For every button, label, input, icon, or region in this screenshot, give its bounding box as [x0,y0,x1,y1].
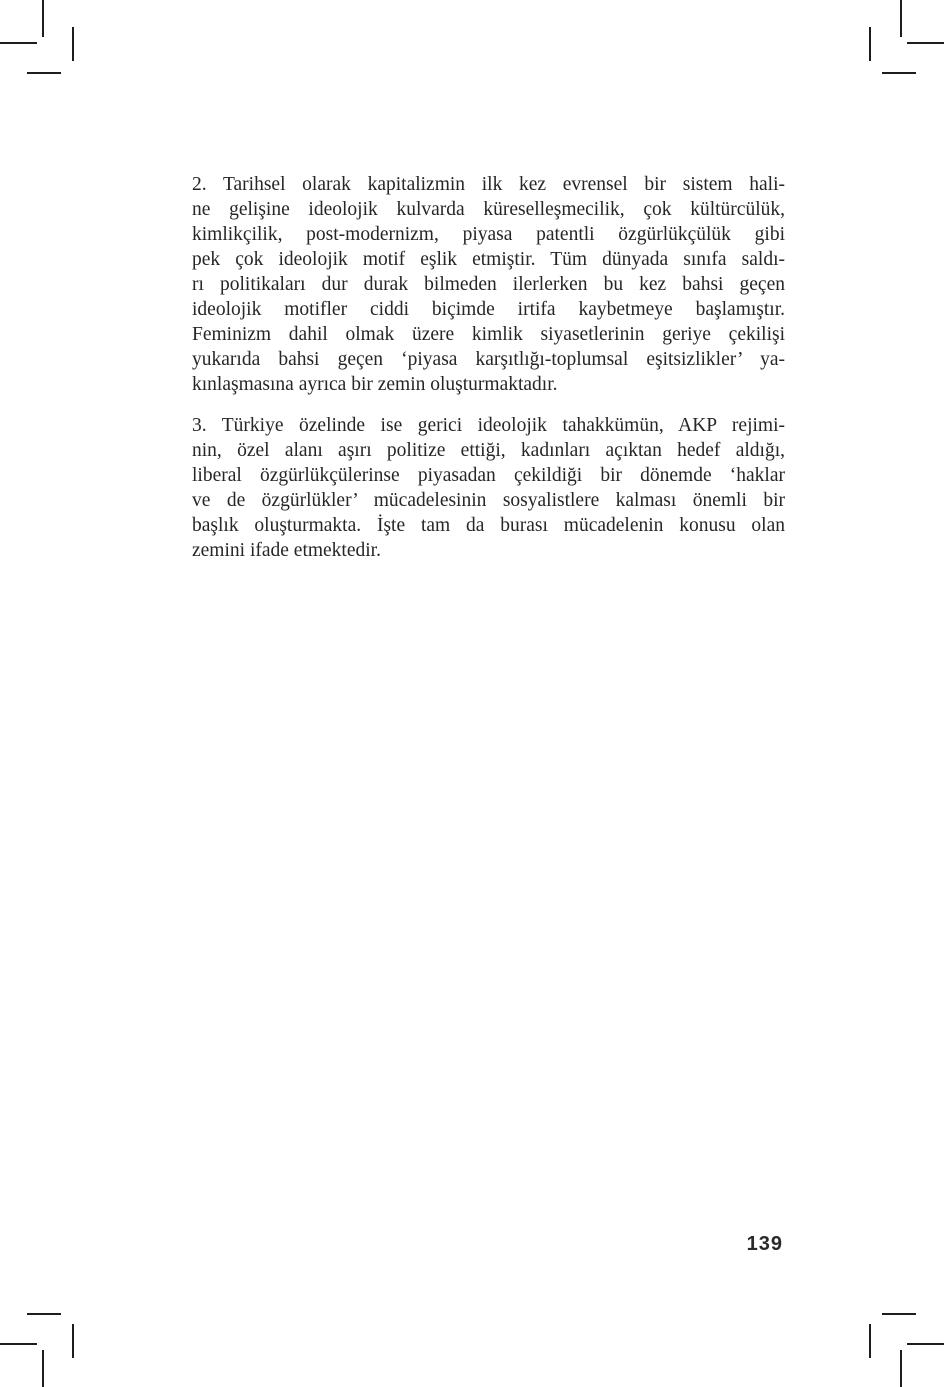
text-line: kimlikçilik, post-modernizm, piyasa patentli özgürlükçülük gibi [192,224,785,245]
crop-mark-top-right-horizontal-outer [907,42,944,44]
crop-mark-bottom-left-horizontal-outer [0,1343,37,1345]
crop-mark-bottom-left-vertical-outer [42,1350,44,1387]
crop-mark-bottom-right-vertical-outer [900,1350,902,1387]
text-line: 2. Tarihsel olarak kapitalizmin ilk kez evrensel bir sistem hali- [192,174,785,195]
text-line: rı politikaları dur durak bilmeden ilerlerken bu kez bahsi geçen [192,274,785,295]
text-line: pek çok ideolojik motif eşlik etmiştir. Tüm dünyada sınıfa saldı- [192,249,785,270]
crop-mark-bottom-right-vertical-inner [869,1324,871,1358]
crop-mark-top-left-horizontal-outer [0,42,37,44]
crop-mark-top-left-horizontal-inner [27,72,61,74]
crop-mark-top-right-vertical-outer [900,0,902,37]
paragraph-3 [192,413,785,563]
text-line: ve de özgürlükler’ mücadelesinin sosyalistlere kalması önemli bir [192,490,785,511]
crop-mark-bottom-right-horizontal-inner [882,1313,916,1315]
crop-mark-top-right-horizontal-inner [882,72,916,74]
text-line: liberal özgürlükçülerinse piyasadan çekildiği bir dönemde ‘haklar [192,465,785,486]
crop-mark-top-left-vertical-inner [72,27,74,61]
text-line: nin, özel alanı aşırı politize ettiği, kadınları açıktan hedef aldığı, [192,440,785,461]
text-line: kınlaşmasına ayrıca bir zemin oluşturmaktadır. [192,374,558,395]
text-line: 3. Türkiye özelinde ise gerici ideolojik tahakkümün, AKP rejimi- [192,415,785,436]
crop-mark-top-left-vertical-outer [42,0,44,37]
text-line: yukarıda bahsi geçen ‘piyasa karşıtlığı-toplumsal eşitsizlikler’ ya- [192,349,785,370]
crop-mark-top-right-vertical-inner [869,27,871,61]
crop-mark-bottom-left-vertical-inner [72,1324,74,1358]
page-number: 139 [746,1233,783,1255]
crop-mark-bottom-left-horizontal-inner [27,1313,61,1315]
crop-mark-bottom-right-horizontal-outer [907,1343,944,1345]
text-line: başlık oluşturmakta. İşte tam da burası mücadelenin konusu olan [192,515,785,536]
paragraph-2 [192,172,785,397]
text-line: ne gelişine ideolojik kulvarda küreselleşmecilik, çok kültürcülük, [192,199,785,220]
text-line: ideolojik motifler ciddi biçimde irtifa kaybetmeye başlamıştır. [192,299,785,320]
text-line: zemini ifade etmektedir. [192,540,381,561]
body-text [192,172,785,563]
text-line: Feminizm dahil olmak üzere kimlik siyasetlerinin geriye çekilişi [192,324,785,345]
